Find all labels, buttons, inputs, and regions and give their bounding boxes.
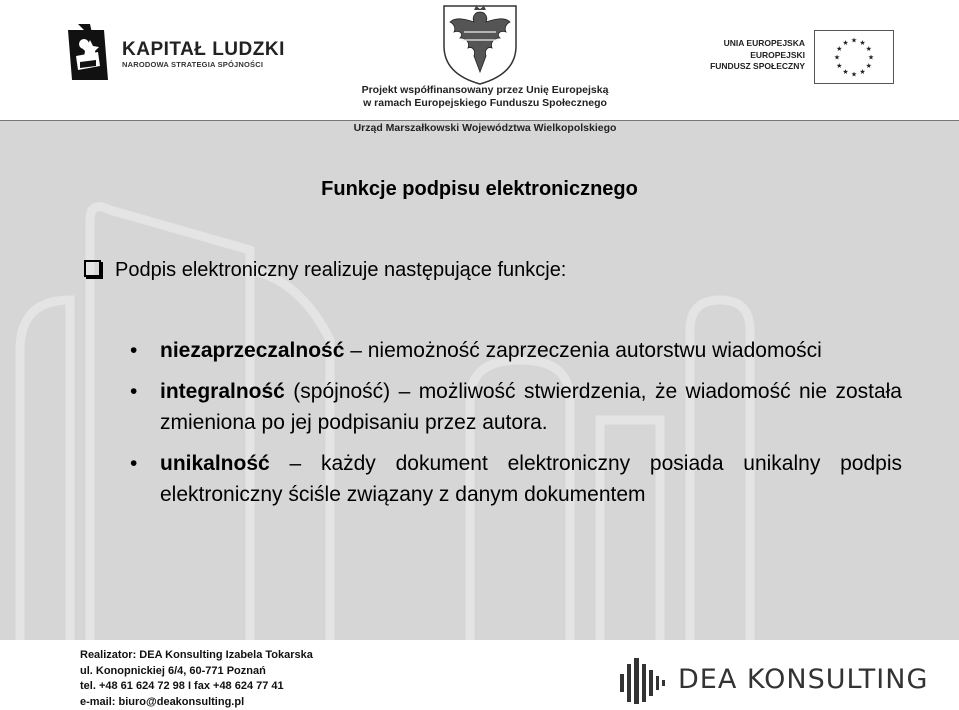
footer-line3: tel. +48 61 624 72 98 I fax +48 624 77 41 <box>80 679 313 695</box>
intro-text: Podpis elektroniczny realizuje następujące funkcje: <box>115 259 566 281</box>
dea-konsulting-logo-icon <box>618 656 668 706</box>
footer-line4: e-mail: biuro@deakonsulting.pl <box>80 695 313 710</box>
eu-star-icon: ★ <box>851 37 857 45</box>
footer-contact <box>80 648 313 710</box>
header-divider <box>0 120 959 121</box>
eu-star-icon: ★ <box>859 68 865 76</box>
list-item <box>130 448 902 510</box>
eu-star-icon: ★ <box>866 45 872 53</box>
list-item-text: (spójność) – możliwość stwierdzenia, że wiadomość nie została zmieniona po jej podpisaniu przez autora. <box>160 380 902 434</box>
project-line2: w ramach Europejskiego Funduszu Społecznego <box>340 97 630 110</box>
eu-star-icon: ★ <box>842 39 848 47</box>
eu-star-icon: ★ <box>866 62 872 70</box>
eu-star-icon: ★ <box>842 68 848 76</box>
kapital-ludzki-text <box>122 40 285 69</box>
list-item-term: unikalność <box>160 452 270 475</box>
eu-star-icon: ★ <box>859 39 865 47</box>
checkbox-bullet-icon <box>84 260 101 277</box>
eu-flag-icon <box>814 30 894 84</box>
list-item <box>130 335 902 366</box>
list-item-text: – każdy dokument elektroniczny posiada unikalny podpis elektroniczny ściśle związany z danym dokumentem <box>160 452 902 506</box>
dea-konsulting-brand: DEA KONSULTING <box>678 664 928 695</box>
slide-title: Funkcje podpisu elektronicznego <box>0 178 959 201</box>
eu-star-icon: ★ <box>836 45 842 53</box>
kapital-ludzki-subtitle: NARODOWA STRATEGIA SPÓJNOŚCI <box>122 60 285 69</box>
footer-line1: Realizator: DEA Konsulting Izabela Tokarska <box>80 648 313 664</box>
footer-line2: ul. Konopnickiej 6/4, 60-771 Poznań <box>80 664 313 680</box>
eu-label-line3: FUNDUSZ SPOŁECZNY <box>705 61 805 73</box>
kapital-ludzki-title: KAPITAŁ LUDZKI <box>122 40 285 60</box>
eu-label-line1: UNIA EUROPEJSKA <box>705 38 805 50</box>
functions-list <box>130 335 902 520</box>
eu-star-icon: ★ <box>834 54 840 62</box>
eagle-coat-of-arms-icon <box>438 2 522 86</box>
intro-line <box>84 259 566 282</box>
list-item <box>130 376 902 438</box>
kapital-ludzki-logo-icon <box>64 22 116 82</box>
list-item-text: – niemożność zaprzeczenia autorstwu wiadomości <box>344 339 821 362</box>
project-info <box>340 84 630 110</box>
urzad-label: Urząd Marszałkowski Województwa Wielkopolskiego <box>310 122 660 134</box>
project-line1: Projekt współfinansowany przez Unię Europejską <box>340 84 630 97</box>
eu-star-icon: ★ <box>851 71 857 79</box>
header <box>0 0 959 120</box>
eu-star-icon: ★ <box>868 54 874 62</box>
list-item-term: integralność <box>160 380 285 403</box>
eu-label-line2: EUROPEJSKI <box>705 50 805 62</box>
list-item-term: niezaprzeczalność <box>160 339 344 362</box>
eu-label <box>705 38 805 73</box>
eu-star-icon: ★ <box>836 62 842 70</box>
